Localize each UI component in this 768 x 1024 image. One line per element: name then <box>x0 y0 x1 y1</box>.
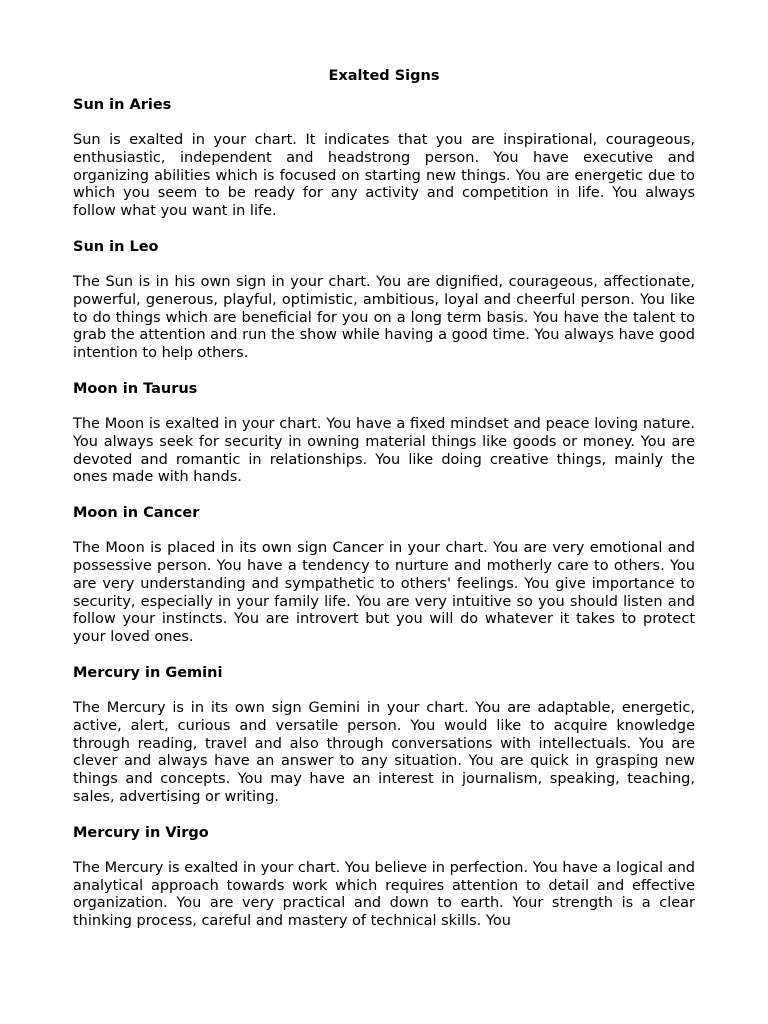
section-mercury-in-virgo <box>73 823 695 931</box>
section-heading: Moon in Cancer <box>73 505 200 522</box>
section-heading: Sun in Leo <box>73 238 159 255</box>
section-body: Sun is exalted in your chart. It indicates that you are inspirational, courageous, enthusiastic, independent and headstrong person. You have executive and organizing abilities which is focused on starting new things. You are energetic due to which you seem to be ready for any activity and competition in life. You always follow what you want in life. <box>73 132 695 220</box>
section-heading: Mercury in Gemini <box>73 664 223 681</box>
section-body: The Sun is in his own sign in your chart. You are dignified, courageous, affectionate, powerful, generous, playful, optimistic, ambitious, loyal and cheerful person. You like to do things which are beneficial for you on a long term basis. You have the talent to grab the attention and run the show while having a good time. You always have good intention to help others. <box>73 273 695 362</box>
document-page <box>73 66 695 947</box>
section-moon-in-cancer <box>73 503 695 647</box>
section-body: The Moon is exalted in your chart. You have a fixed mindset and peace loving nature. You always seek for security in owning material things like goods or money. You are devoted and romantic in relationships. You like doing creative things, mainly the ones made with hands. <box>73 415 695 486</box>
section-mercury-in-gemini <box>73 663 695 807</box>
section-sun-in-leo <box>73 237 695 363</box>
section-body: The Mercury is exalted in your chart. You believe in perfection. You have a logical and analytical approach towards work which requires attention to detail and effective organization. You are very practical and down to earth. Your strength is a clear thinking process, careful and mastery of technical skills. You <box>73 859 695 930</box>
document-title: Exalted Signs <box>328 68 440 84</box>
section-heading: Moon in Taurus <box>73 380 198 397</box>
section-body: The Mercury is in its own sign Gemini in your chart. You are adaptable, energetic, active, alert, curious and versatile person. You would like to acquire knowledge through reading, travel and also through conversations with intellectuals. You are clever and always have an answer to any situation. You are quick in grasping new things and concepts. You may have an interest in journalism, speaking, teaching, sales, advertising or writing. <box>73 699 695 805</box>
section-heading: Mercury in Virgo <box>73 824 209 841</box>
section-heading: Sun in Aries <box>73 97 172 113</box>
section-sun-in-aries <box>73 95 695 221</box>
section-body: The Moon is placed in its own sign Cancer in your chart. You are very emotional and possessive person. You have a tendency to nurture and motherly care to others. You are very understanding and sympathetic to others' feelings. You give importance to security, especially in your family life. You are very intuitive so you should listen and follow your instincts. You are introvert but you will do whatever it takes to protect your loved ones. <box>73 540 695 646</box>
section-moon-in-taurus <box>73 379 695 487</box>
